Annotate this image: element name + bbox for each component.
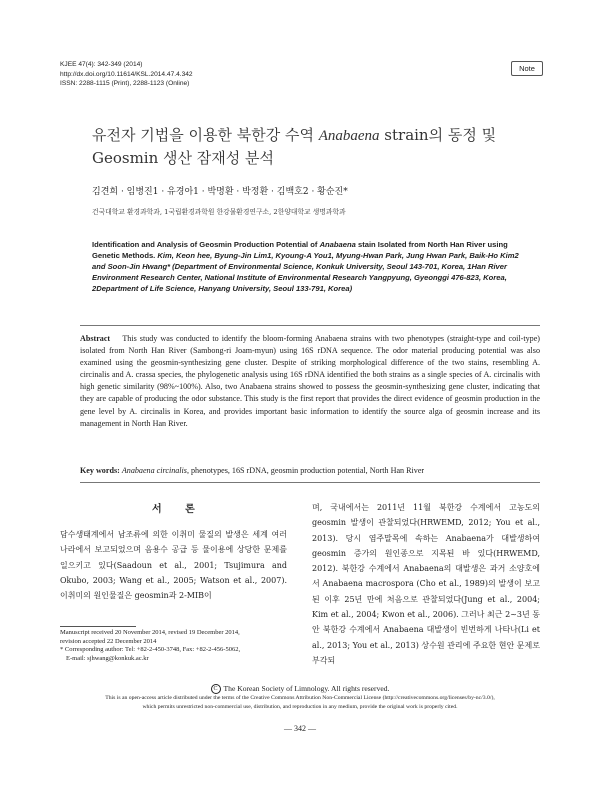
keywords-rest: , phenotypes, 16S rDNA, geosmin production potential, North Han River xyxy=(186,466,425,475)
english-authors-affiliations: Kim, Keon hee, Byung-Jin Lim1, Kyoung-A You1, Myung-Hwan Park, Jung Hwan Park, Baik-Ho Kim2 and Soon-Jin Hwang* (Department of Environmental Science, Konkuk University, Seoul 143-701, Korea, 1Han River Environment Research Center, National Institute of Environmental Research Yangpyung, Gyeonggi 476-823, Korea, 2Department of Life Science, Hanyang University, Seoul 133-791, Korea) xyxy=(92,251,519,294)
keywords-label: Key words: xyxy=(80,466,120,475)
footnote xyxy=(60,629,288,663)
korean-authors: 김견희 · 임병진1 · 유경아1 · 박명환 · 박정환 · 김백호2 · 황순진* xyxy=(92,187,348,197)
footnote-line1: Manuscript received 20 November 2014, revised 19 December 2014, xyxy=(60,629,240,636)
license-line2: which permits unrestricted non-commercial use, distribution, and reproduction in any medium, provide the original work is properly cited. xyxy=(142,703,458,710)
abstract xyxy=(80,333,540,430)
issn-line: ISSN: 2288-1115 (Print), 2288-1123 (Online) xyxy=(60,80,190,88)
journal-citation: KJEE 47(4): 342-349 (2014) xyxy=(60,61,143,68)
journal-header xyxy=(60,60,193,89)
license-line1: This is an open-access article distributed under the terms of the Creative Commons Attribution Non-Commercial License (http://creativecommons.org/licenses/by-nc/3.0/), xyxy=(105,695,495,701)
english-title-pre: Identification and Analysis of Geosmin Production Potential of xyxy=(92,240,320,249)
title-line2: Geosmin 생산 잠재성 분석 xyxy=(92,149,275,167)
page-number: — 342 — xyxy=(284,724,316,733)
title-line1-post: strain의 동정 및 xyxy=(379,126,497,144)
abstract-text: This study was conducted to identify the bloom-forming Anabaena strains with two phenotypes (straight-type and coil-type) isolated from North Han River (Sambong-ri Joam-myun) using 16S rDNA sequence. The odor material producing potential was also examined using the geosmin-synthesizing gene cluster. Despite of striking morphological difference of the two stains, resembling A. circinalis and A. crassa species, the phylogenetic analysis using 16S rDNA identified the both strains as a single species of A. circinalis with high genetic similarity (98%~100%). Also, two Anabaena strains showed to possess the geosmin-synthesizing gene cluster, indicating that they are capable of producing the odor substance. This study is the first report that provides the direct evidence of geosmin production in the gene level by A. circinalis in Korea, and provides important basic information to identify the source alga of geosmin increase and its management in North Han River. xyxy=(80,334,540,428)
license-notice xyxy=(60,694,540,711)
doi-link[interactable]: http://dx.doi.org/10.11614/KSL.2014.47.4.342 xyxy=(60,70,193,78)
english-title-block xyxy=(92,239,532,294)
section-heading-introduction: 서 론 xyxy=(152,504,205,515)
title-line1-italic: Anabaena xyxy=(318,128,380,144)
footnote-rule xyxy=(60,626,136,627)
copyright-text: The Korean Society of Limnology. All rights reserved. xyxy=(223,684,390,693)
copyright-line xyxy=(60,684,540,694)
body-right-column: 며, 국내에서는 2011년 11월 북한강 수계에서 고농도의 geosmin 발생이 관찰되었다(HRWEMD, 2012; You et al., 2013). 당시 염주말목에 속하는 Anabaena가 대발생하여 geosmin 증가의 원인종으로 지목된 바 있다(HRWEMD, 2012). 북한강 수계에서 Anabaena의 대발생은 과거 소양호에서 Anabaena macrospora (Cho et al., 1989)의 발생이 보고된 이후 25년 만에 처음으로 관찰되었다(Jung et al., 2004; Kim et al., 2004; Kwon et al., 2006). 그러나 최근 2~3년 동안 북한강 수계에서 Anabaena 대발생이 빈번하게 나타나(Li et al., 2013; You et al., 2013) 상수원 관리에 주요한 현안 문제로 부각되 xyxy=(312,503,540,665)
abstract-bottom-rule xyxy=(80,482,540,483)
korean-affiliations: 건국대학교 환경과학과, 1국립환경과학원 한강물환경연구소, 2한양대학교 생명과학과 xyxy=(92,208,346,216)
footnote-email[interactable]: E-mail: sjhwang@konkuk.ac.kr xyxy=(66,654,149,662)
article-type-badge: Note xyxy=(511,61,543,76)
english-title-post: stain Isolated from North Han River using Genetic Methods. xyxy=(92,240,508,261)
footnote-line2: revision accepted 22 December 2014 xyxy=(60,637,157,645)
abstract-label: Abstract xyxy=(80,334,111,343)
title-line1-pre: 유전자 기법을 이용한 북한강 수역 xyxy=(92,126,319,144)
korean-title xyxy=(92,124,532,169)
footnote-line3: * Corresponding author: Tel: +82-2-450-3748, Fax: +82-2-456-5062, xyxy=(60,646,241,654)
body-left-column: 담수생태계에서 남조류에 의한 이취미 물질의 발생은 세계 여러 나라에서 보고되었으며 음용수 공급 등 물이용에 상당한 문제를 일으키고 있다(Saadoun et al., 2001; Tsujimura and Okubo, 2003; Wang et al., 2005; Watson et al., 2007). 이취미의 원인물질은 geosmin과 2-MIB이 xyxy=(60,530,287,601)
copyright-icon: C xyxy=(211,684,221,694)
keywords-italic: Anabaena circinalis xyxy=(121,466,187,475)
keywords xyxy=(80,465,540,477)
english-title-italic: Anabaena xyxy=(319,240,356,249)
abstract-top-rule xyxy=(80,325,540,326)
